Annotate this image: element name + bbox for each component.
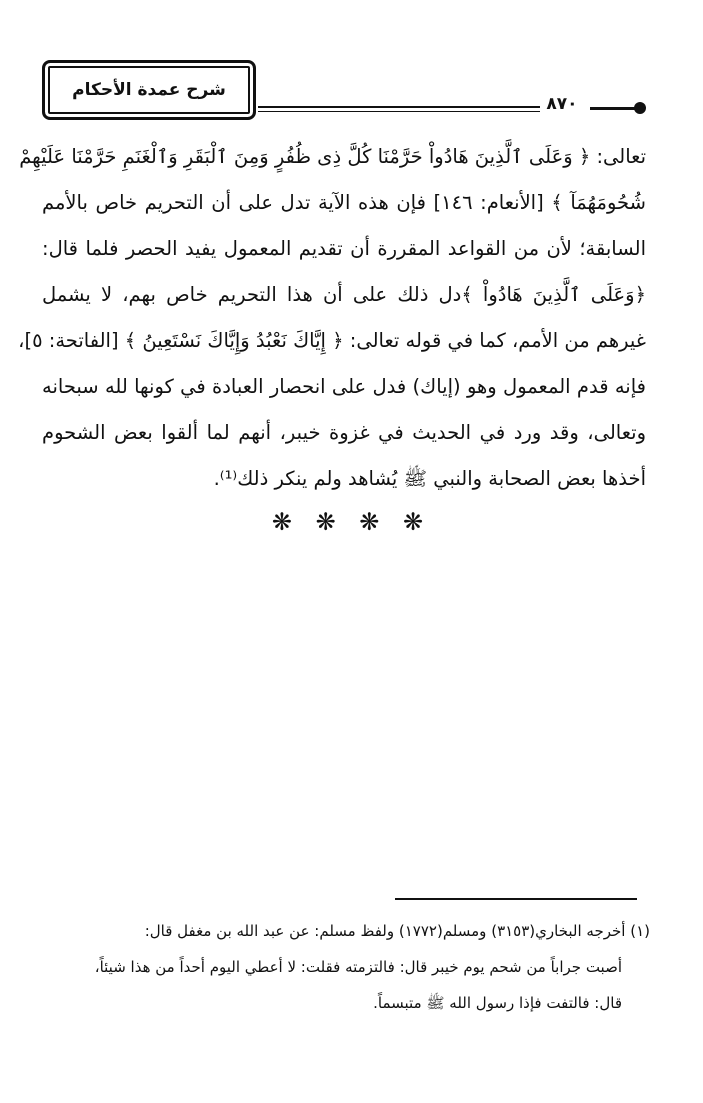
header-dot-ornament [634,102,646,114]
body-paragraph [18,134,646,502]
footnote-line: (١) أخرجه البخاري(٣١٥٣) ومسلم(١٧٧٢) ولفظ مسلم: عن عبد الله بن مغفل قال: [144,922,650,940]
footnotes [30,913,650,1021]
section-separator: ❋ ❋ ❋ ❋ [271,508,432,536]
body-line: شُحُومَهُمَآ ﴾ [الأنعام: ١٤٦] فإن هذه الآية تدل على أن التحريم خاص بالأمم [42,191,646,214]
footnote-line: أصبت جراباً من شحم يوم خيبر قال: فالتزمته فقلت: لا أعطي اليوم أحداً من هذا شيئاً، [94,958,622,976]
body-line: أخذها بعض الصحابة والنبي ﷺ يُشاهد ولم ينكر ذلك⁽¹⁾. [213,467,646,490]
body-line: ﴿وَعَلَى ٱلَّذِينَ هَادُواْ ﴾دل ذلك على أن هذا التحريم خاص بهم، لا يشمل [42,283,646,306]
page-number: ٨٧٠ [546,94,578,114]
running-header-title: شرح عمدة الأحكام [72,80,226,100]
page-number-rule [590,107,636,110]
body-line: تعالى: ﴿ وَعَلَى ٱلَّذِينَ هَادُواْ حَرَّمْنَا كُلَّ ذِى ظُفُرٍ وَمِنَ ٱلْبَقَرِ وَٱلْغَنَمِ حَرَّمْنَا عَلَيْهِمْ [19,145,646,168]
footnote-line: قال: فالتفت فإذا رسول الله ﷺ متبسماً. [373,994,622,1012]
running-header-box [42,60,256,120]
body-line: وتعالى، وقد ورد في الحديث في غزوة خيبر، أنهم لما ألقوا بعض الشحوم [42,421,646,444]
header-rule [258,106,540,108]
body-line: غيرهم من الأمم، كما في قوله تعالى: ﴿ إِيَّاكَ نَعْبُدُ وَإِيَّاكَ نَسْتَعِينُ ﴾ [الفاتحة: ٥]، [18,329,646,352]
body-line: فإنه قدم المعمول وهو (إياك) فدل على انحصار العبادة في كونها لله سبحانه [42,375,646,398]
header-rule-thin [258,111,540,112]
body-line: السابقة؛ لأن من القواعد المقررة أن تقديم المعمول يفيد الحصر فلما قال: [42,237,646,260]
footnote-rule [395,898,637,900]
